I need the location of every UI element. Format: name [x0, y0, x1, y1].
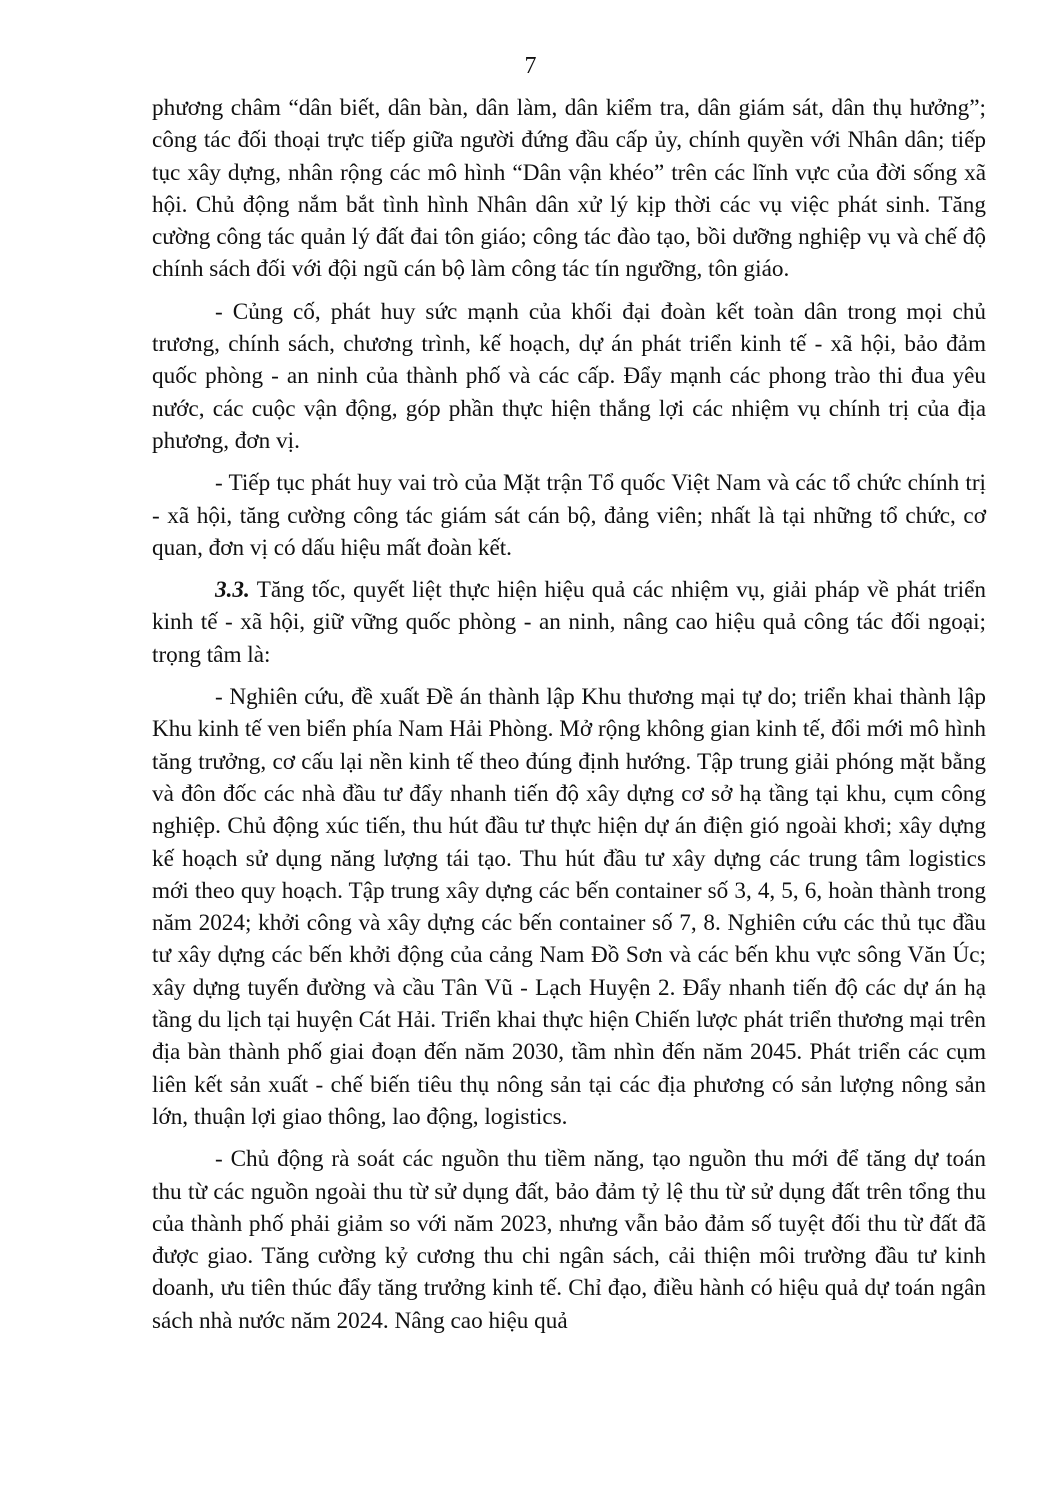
paragraph-bullet-revenue: - Chủ động rà soát các nguồn thu tiềm năng, tạo nguồn thu mới để tăng dự toán thu từ các nguồn ngoài thu từ sử dụng đất, bảo đảm tỷ lệ thu từ sử dụng đất trên tổng thu của thành phố phải giảm so với năm 2023, nhưng vẫn bảo đảm số tuyệt đối thu từ đất đã được giao. Tăng cường kỷ cương thu chi ngân sách, cải thiện môi trường đầu tư kinh doanh, ưu tiên thúc đẩy tăng trưởng kinh tế. Chỉ đạo, điều hành có hiệu quả dự toán ngân sách nhà nước năm 2024. Nâng cao hiệu quả [152, 1146, 986, 1334]
paragraph-bullet-fatherland-front: - Tiếp tục phát huy vai trò của Mặt trận Tổ quốc Việt Nam và các tổ chức chính trị - xã hội, tăng cường công tác giám sát cán bộ, đảng viên; nhất là tại những tổ chức, cơ quan, đơn vị có dấu hiệu mất đoàn kết. [152, 470, 986, 561]
paragraph-bullet-national-unity: - Củng cố, phát huy sức mạnh của khối đại đoàn kết toàn dân trong mọi chủ trương, chính sách, chương trình, kế hoạch, dự án phát triển kinh tế - xã hội, bảo đảm quốc phòng - an ninh của thành phố và các cấp. Đẩy mạnh các phong trào thi đua yêu nước, các cuộc vận động, góp phần thực hiện thắng lợi các nhiệm vụ chính trị của địa phương, đơn vị. [152, 298, 986, 454]
page-number: 7 [524, 53, 537, 79]
paragraph-section-3-3 [152, 574, 986, 671]
section-text: Tăng tốc, quyết liệt thực hiện hiệu quả các nhiệm vụ, giải pháp về phát triển kinh tế - xã hội, giữ vững quốc phòng - an ninh, nâng cao hiệu quả công tác đối ngoại; trọng tâm là: [152, 577, 986, 668]
paragraph-continuation: phương châm “dân biết, dân bàn, dân làm, dân kiểm tra, dân giám sát, dân thụ hưởng”; công tác đối thoại trực tiếp giữa người đứng đầu cấp ủy, chính quyền với Nhân dân; tiếp tục xây dựng, nhân rộng các mô hình “Dân vận khéo” trên các lĩnh vực của đời sống xã hội. Chủ động nắm bắt tình hình Nhân dân xử lý kịp thời các vụ việc phát sinh. Tăng cường công tác quản lý đất đai tôn giáo; công tác đào tạo, bồi dưỡng nghiệp vụ và chế độ chính sách đối với đội ngũ cán bộ làm công tác tín ngưỡng, tôn giáo. [152, 95, 986, 283]
section-number: 3.3. [215, 577, 250, 604]
document-body [152, 92, 986, 1347]
paragraph-bullet-free-trade-zone: - Nghiên cứu, đề xuất Đề án thành lập Khu thương mại tự do; triển khai thành lập Khu kinh tế ven biển phía Nam Hải Phòng. Mở rộng không gian kinh tế, đổi mới mô hình tăng trưởng, cơ cấu lại nền kinh tế theo đúng định hướng. Tập trung giải phóng mặt bằng và đôn đốc các nhà đầu tư đẩy nhanh tiến độ xây dựng cơ sở hạ tầng tại khu, cụm công nghiệp. Chủ động xúc tiến, thu hút đầu tư thực hiện dự án điện gió ngoài khơi; xây dựng kế hoạch sử dụng năng lượng tái tạo. Thu hút đầu tư xây dựng các trung tâm logistics mới theo quy hoạch. Tập trung xây dựng các bến container số 3, 4, 5, 6, hoàn thành trong năm 2024; khởi công và xây dựng các bến container số 7, 8. Nghiên cứu các thủ tục đầu tư xây dựng các bến khởi động của cảng Nam Đồ Sơn và các bến khu vực sông Văn Úc; xây dựng tuyến đường và cầu Tân Vũ - Lạch Huyện 2. Đẩy nhanh tiến độ các dự án hạ tầng du lịch tại huyện Cát Hải. Triển khai thực hiện Chiến lược phát triển thương mại trên địa bàn thành phố giai đoạn đến năm 2030, tầm nhìn đến năm 2045. Phát triển các cụm liên kết sản xuất - chế biến tiêu thụ nông sản tại các địa phương có sản lượng nông sản lớn, thuận lợi giao thông, lao động, logistics. [152, 684, 986, 1130]
